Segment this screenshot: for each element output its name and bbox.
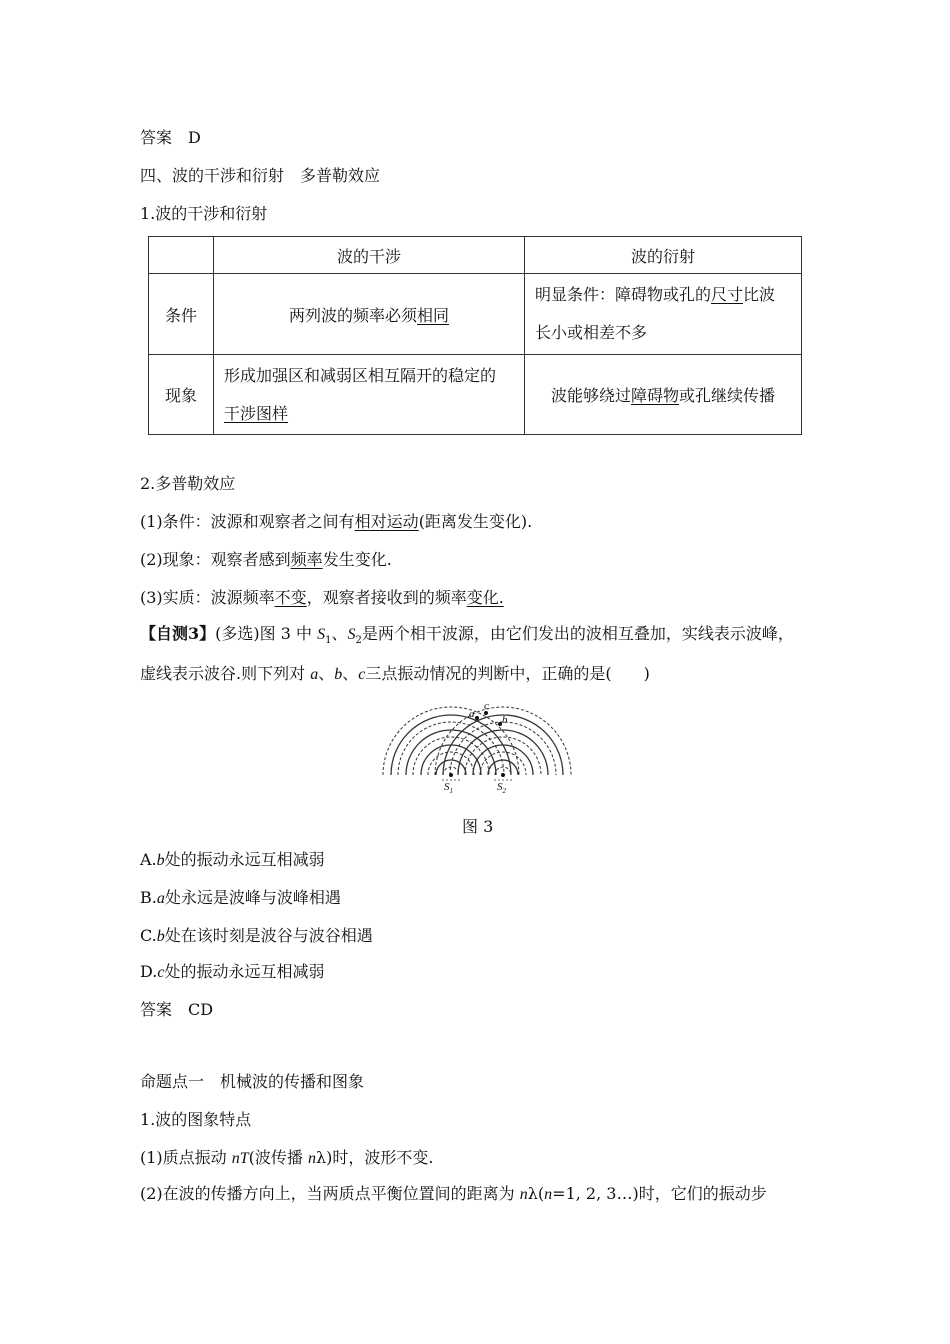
option-b-letter: B. (140, 888, 157, 907)
point-a-dot (475, 716, 479, 720)
var-s1-sub: 1 (325, 635, 332, 647)
condition-diffraction-keyword: 尺寸 (711, 285, 744, 304)
var-c: c (358, 666, 366, 683)
label-c: c (484, 700, 489, 712)
option-b[interactable] (140, 888, 341, 909)
row-label-phenomenon: 现象 (149, 355, 214, 435)
option-b-var: a (156, 890, 165, 907)
table-header-row (149, 237, 802, 274)
doppler-phenomenon-text: (2)现象：观察者感到 (140, 550, 291, 569)
t1-var-t: T (239, 1150, 249, 1167)
label-s1-letter: S (444, 781, 450, 793)
doppler-condition-text: (1)条件：波源和观察者之间有 (140, 512, 355, 531)
topic-point-2 (140, 1184, 767, 1205)
t1-var-n2: n (308, 1150, 317, 1167)
label-s2 (497, 781, 507, 795)
condition-interference-keyword: 相同 (417, 305, 450, 325)
t2-var-n: n (519, 1186, 528, 1203)
option-a-letter: A. (140, 850, 157, 869)
phenomenon-diffraction-text: 波能够绕过 (550, 386, 631, 405)
self-test-sep: 、 (331, 624, 348, 643)
topic-title: 命题点一 机械波的传播和图象 (140, 1072, 365, 1091)
option-c-letter: C. (140, 926, 157, 945)
option-d-letter: D. (140, 962, 158, 981)
subsection-title: 1.波的干涉和衍射 (140, 204, 268, 223)
label-s1 (444, 781, 453, 795)
option-d-text: 处的振动永远互相减弱 (164, 962, 325, 981)
option-b-text: 处永远是波峰与波峰相遇 (164, 888, 341, 907)
label-s2-sub: 2 (502, 787, 506, 795)
doppler-essence (140, 588, 504, 608)
phenomenon-diffraction (525, 355, 802, 435)
doppler-condition-keyword: 相对运动 (354, 512, 419, 531)
t2-eq: =1, 2, 3… (552, 1184, 633, 1203)
self-test-comma-1: 、 (318, 664, 335, 683)
option-d[interactable] (140, 962, 324, 983)
wave-interference-figure (376, 700, 600, 800)
t1-text-1: (1)质点振动 (140, 1148, 232, 1167)
var-b: b (334, 666, 343, 683)
t2-paren: ( (537, 1184, 545, 1203)
doppler-condition-text-2: (距离发生变化). (418, 512, 533, 531)
option-c[interactable] (140, 926, 373, 947)
t1-var-lambda: λ (316, 1148, 327, 1167)
self-test-line-2 (140, 664, 650, 685)
table-row-condition (149, 274, 802, 355)
self-test-tag: 【自测3】 (140, 624, 216, 643)
phenomenon-diffraction-keyword: 障碍物 (630, 386, 679, 405)
option-c-text: 处在该时刻是波谷与波谷相遇 (164, 926, 373, 945)
doppler-essence-text-2: ，观察者接收到的频率 (306, 588, 467, 607)
self-test-text-2: 是两个相干波源，由它们发出的波相互叠加，实线表示波峰， (361, 624, 794, 643)
answer-line-1: 答案 D (140, 128, 201, 147)
condition-interference-text: 两列波的频率必须 (288, 305, 417, 325)
self-test-text-3: 虚线表示波谷.则下列对 (140, 664, 311, 683)
doppler-condition (140, 512, 532, 532)
label-s1-sub: 1 (449, 787, 453, 795)
label-a: a (469, 708, 475, 720)
table-header-interference: 波的干涉 (214, 237, 525, 274)
var-s1: S (317, 626, 326, 643)
option-a-var: b (156, 852, 165, 869)
topic-point-1 (140, 1148, 434, 1169)
phenomenon-interference (214, 355, 525, 435)
t2-var-lambda: λ (527, 1184, 538, 1203)
condition-diffraction-text: 明显条件：障碍物或孔的 (535, 285, 712, 304)
condition-diffraction-text-2: 比波 (743, 285, 776, 304)
section-title: 四、波的干涉和衍射 多普勒效应 (140, 166, 381, 185)
figure-caption: 图 3 (462, 817, 494, 836)
t1-text-2: (波传播 (248, 1148, 309, 1167)
doppler-essence-text: (3)实质：波源频率 (140, 588, 275, 607)
doppler-essence-keyword-2: 变化. (466, 588, 504, 607)
topic-subtitle: 1.波的图象特点 (140, 1110, 252, 1129)
t2-var-n2: n (544, 1186, 553, 1203)
phenomenon-interference-line1: 形成加强区和减弱区相互隔开的稳定的 (224, 365, 497, 385)
table-row-phenomenon (149, 355, 802, 435)
t2-text-2: )时，它们的振动步 (632, 1184, 767, 1203)
self-test-text-1: (多选)图 3 中 (215, 624, 318, 643)
condition-interference (214, 274, 525, 355)
source-s1-dot (449, 773, 453, 777)
option-a-text: 处的振动永远互相减弱 (164, 850, 325, 869)
option-d-var: c (157, 964, 165, 981)
self-test-text-4: 三点振动情况的判断中，正确的是( ) (365, 664, 650, 683)
self-test-line-1 (140, 624, 794, 651)
doppler-phenomenon-keyword: 频率 (290, 550, 323, 569)
option-a[interactable] (140, 850, 325, 871)
label-s2-letter: S (497, 781, 503, 793)
table-header-empty (149, 237, 214, 274)
row-label-condition: 条件 (149, 274, 214, 355)
answer-line-2: 答案 CD (140, 1000, 214, 1019)
doppler-phenomenon (140, 550, 392, 570)
source-s2-dot (501, 773, 505, 777)
condition-diffraction-line2: 长小或相差不多 (535, 323, 648, 342)
option-c-var: b (156, 928, 165, 945)
var-a: a (310, 666, 319, 683)
var-s2-sub: 2 (355, 635, 362, 647)
doppler-title: 2.多普勒效应 (140, 474, 236, 493)
table-header-diffraction: 波的衍射 (525, 237, 802, 274)
t1-text-3: )时，波形不变. (326, 1148, 434, 1167)
t1-var-n: n (231, 1150, 240, 1167)
s1-trough-3 (413, 737, 489, 775)
interference-diffraction-table (148, 236, 802, 435)
phenomenon-diffraction-text-2: 或孔继续传播 (679, 386, 776, 405)
phenomenon-interference-keyword: 干涉图样 (224, 403, 289, 423)
t2-text-1: (2)在波的传播方向上，当两质点平衡位置间的距离为 (140, 1184, 520, 1203)
label-b: b (502, 714, 508, 726)
s2-trough-3 (465, 737, 541, 775)
doppler-phenomenon-text-2: 发生变化. (322, 550, 392, 569)
doppler-essence-keyword-1: 不变 (274, 588, 307, 607)
self-test-comma-2: 、 (342, 664, 359, 683)
var-s2: S (347, 626, 356, 643)
condition-diffraction (525, 274, 802, 355)
